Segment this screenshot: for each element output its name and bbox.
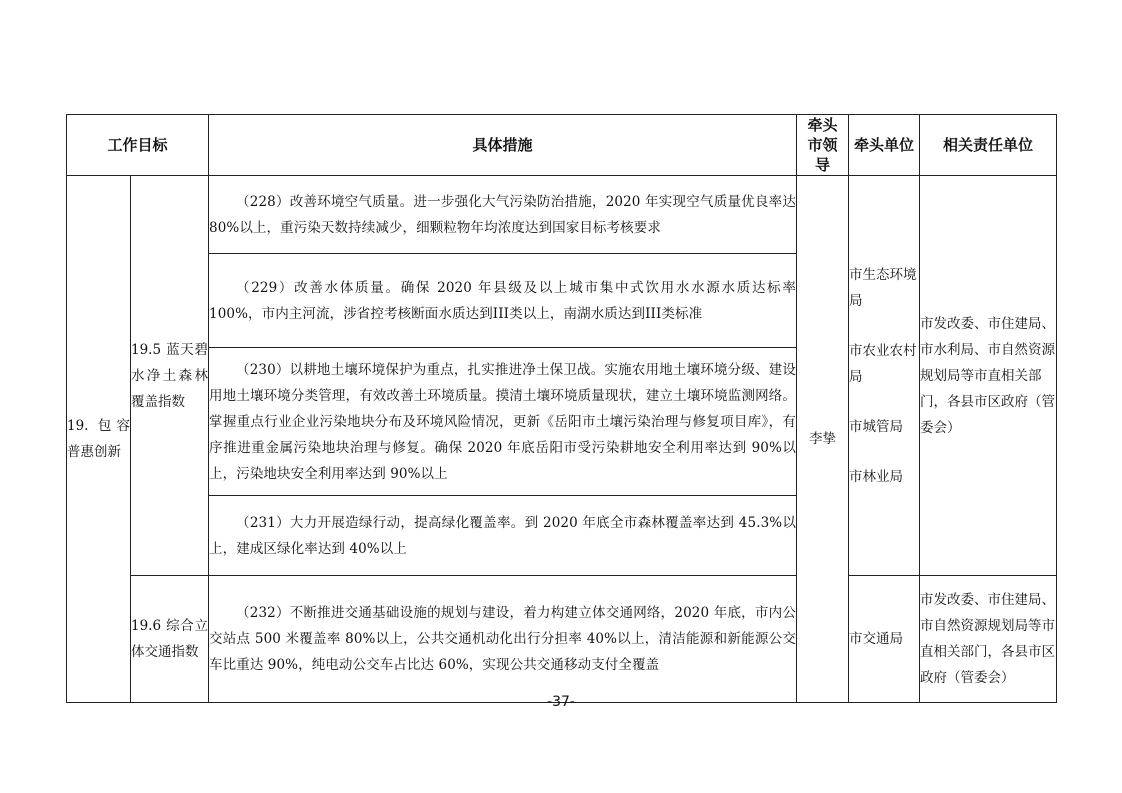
page-number: -37- <box>547 694 575 710</box>
header-resp-units: 相关责任单位 <box>920 115 1057 176</box>
lead-unit: 市城管局 <box>849 418 904 435</box>
lead-unit: 市交通局 <box>849 631 904 647</box>
table-header-row <box>67 115 1057 176</box>
measure-text: （230）以耕地土壤环境保护为重点，扎实推进净土保卫战。实施农用地土壤环境分级、建设用地土壤环境分类管理，有效改善土环境质量。摸清土壤环境质量现状，建立土壤环境监测网络。掌握重点行业企业污染地块分布及环境风险情况，更新《岳阳市土壤污染治理与修复项目库》，有序推进重金属污染地块治理与修复。确保 2020 年底岳阳市受污染耕地安全利用率达到 90%以上，污染地块安全利用率达到 90%以上 <box>209 361 797 482</box>
measure-cell <box>209 176 797 254</box>
header-goal: 工作目标 <box>67 115 209 176</box>
lead-unit-cell <box>849 176 920 576</box>
header-leader: 牵头市领导 <box>797 115 849 176</box>
lead-unit: 市农业农村局 <box>849 342 917 385</box>
goal-level2: 19.6 综合立体交通指数 <box>131 576 209 703</box>
measure-cell <box>209 576 797 703</box>
leader-cell: 李挚 <box>797 176 849 703</box>
resp-units-cell: 市发改委、市住建局、市自然资源规划局等市直相关部门，各县市区政府（管委会） <box>920 576 1057 703</box>
lead-unit: 市林业局 <box>849 468 904 485</box>
goal-level2: 19.5 蓝天碧水净土森林覆盖指数 <box>131 176 209 576</box>
measure-cell <box>209 348 797 496</box>
measure-text: （232）不断推进交通基础设施的规划与建设，着力构建立体交通网络，2020 年底，市内公交站点 500 米覆盖率 80%以上，公共交通机动化出行分担率 40%以上，清洁能源和新能源公交车比重达 90%，纯电动公交车占比达 60%，实现公共交通移动支付全覆盖 <box>209 605 797 673</box>
table-row <box>67 176 1057 254</box>
table-row <box>67 576 1057 703</box>
measure-text: （231）大力开展造绿行动，提高绿化覆盖率。到 2020 年底全市森林覆盖率达到 45.3%以上，建成区绿化率达到 40%以上 <box>209 514 797 557</box>
measure-text: （228）改善环境空气质量。进一步强化大气污染防治措施，2020 年实现空气质量优良率达80%以上，重污染天数持续减少，细颗粒物年均浓度达到国家目标考核要求 <box>209 193 797 236</box>
lead-unit-cell <box>849 576 920 703</box>
measure-cell <box>209 254 797 348</box>
measure-cell <box>209 496 797 576</box>
header-measures: 具体措施 <box>209 115 797 176</box>
header-lead-unit: 牵头单位 <box>849 115 920 176</box>
task-table <box>66 114 1057 703</box>
resp-units-cell: 市发改委、市住建局、市水利局、市自然资源规划局等市直相关部门，各县市区政府（管委会） <box>920 176 1057 576</box>
lead-unit: 市生态环境局 <box>849 266 917 309</box>
goal-level1: 19. 包容普惠创新 <box>67 176 131 703</box>
measure-text: （229）改善水体质量。确保 2020 年县级及以上城市集中式饮用水水源水质达标率 100%，市内主河流，涉省控考核断面水质达到III类以上，南湖水质达到III类标准 <box>209 279 797 322</box>
